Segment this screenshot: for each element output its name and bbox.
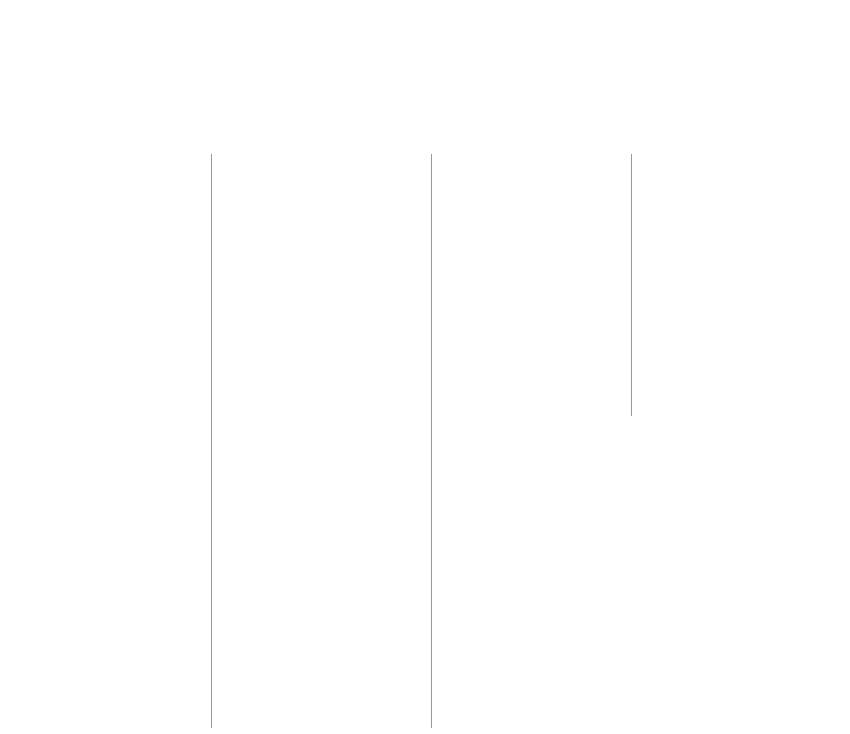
- main-article-column-1: [6, 154, 206, 728]
- column-divider: [211, 154, 212, 728]
- subhead: [6, 116, 844, 148]
- sub-article-body: [436, 460, 844, 728]
- headline: [6, 8, 844, 112]
- main-article-column-2: [218, 154, 426, 728]
- main-article-column-4: [636, 154, 844, 416]
- column-divider: [431, 154, 432, 728]
- sub-article-heading: [436, 422, 844, 456]
- column-divider: [631, 154, 632, 416]
- main-article-column-3: [436, 154, 626, 416]
